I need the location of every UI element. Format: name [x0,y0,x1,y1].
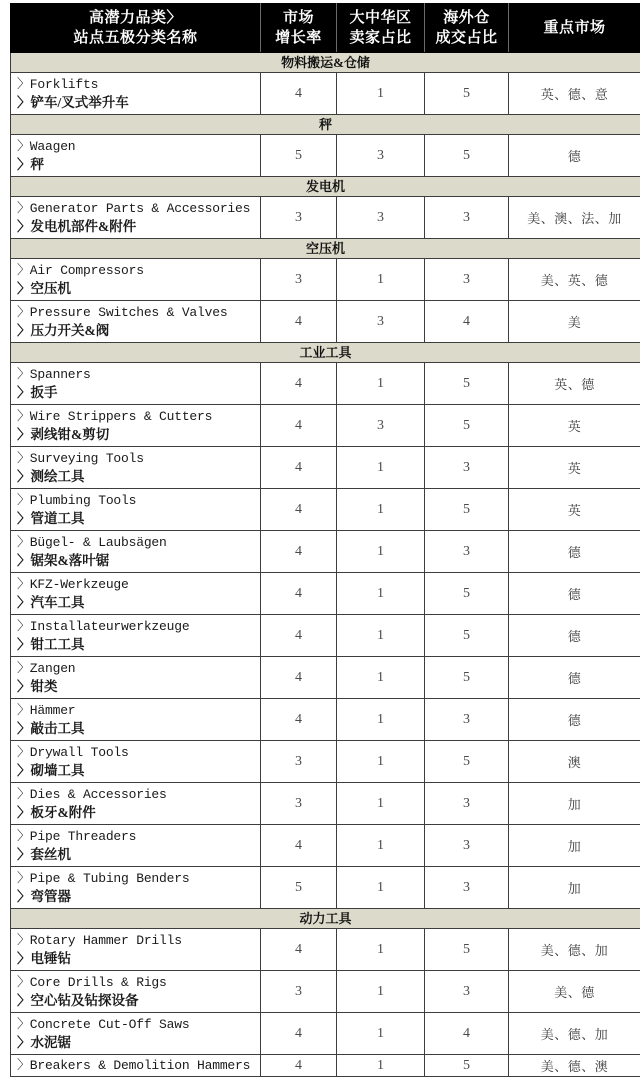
cell-growth-rate[interactable]: 4 [261,1013,337,1055]
column-header-seller-share-line2: 卖家占比 [339,28,422,48]
cell-key-markets[interactable]: 美、德 [509,971,640,1013]
category-potential-table [10,3,640,1077]
header-row [11,4,640,53]
cell-overseas-warehouse-share[interactable]: 3 [425,259,509,301]
category-name-en: 〉Dies & Accessories [17,786,260,804]
table-row[interactable] [11,301,640,343]
cell-growth-rate[interactable]: 5 [261,135,337,177]
cell-key-markets[interactable]: 加 [509,825,640,867]
category-name-en: 〉Bügel- & Laubsägen [17,534,260,552]
cell-key-markets[interactable]: 加 [509,867,640,909]
category-name-cn: 〉秤 [17,156,260,174]
category-name-en: 〉Concrete Cut-Off Saws [17,1016,260,1034]
column-header-overseas-share [425,4,509,53]
cell-overseas-warehouse-share[interactable]: 5 [425,135,509,177]
table-row[interactable] [11,929,640,971]
section-title: 发电机 [11,177,640,197]
cell-key-markets[interactable]: 德 [509,699,640,741]
section-header-row [11,53,640,73]
cell-overseas-warehouse-share[interactable]: 5 [425,741,509,783]
cell-category-name[interactable] [11,405,261,447]
column-header-seller-share-line1: 大中华区 [339,8,422,28]
cell-category-name[interactable] [11,1013,261,1055]
cell-overseas-warehouse-share[interactable]: 3 [425,867,509,909]
cell-growth-rate[interactable]: 4 [261,573,337,615]
cell-greater-china-seller-share[interactable]: 1 [337,741,425,783]
table-row[interactable] [11,73,640,115]
category-name-en: 〉Plumbing Tools [17,492,260,510]
cell-category-name[interactable] [11,929,261,971]
cell-growth-rate[interactable]: 4 [261,657,337,699]
table-row[interactable] [11,1055,640,1077]
cell-key-markets[interactable]: 美 [509,301,640,343]
cell-overseas-warehouse-share[interactable]: 5 [425,489,509,531]
cell-category-name[interactable] [11,135,261,177]
category-name-cn: 〉压力开关&阀 [17,322,260,340]
cell-key-markets[interactable]: 英、德、意 [509,73,640,115]
cell-key-markets[interactable]: 美、德、加 [509,929,640,971]
cell-key-markets[interactable]: 德 [509,573,640,615]
cell-key-markets[interactable]: 澳 [509,741,640,783]
category-name-cn: 〉砌墙工具 [17,762,260,780]
category-name-cn: 〉汽车工具 [17,594,260,612]
cell-overseas-warehouse-share[interactable]: 4 [425,301,509,343]
cell-overseas-warehouse-share[interactable]: 5 [425,73,509,115]
cell-growth-rate[interactable]: 4 [261,301,337,343]
category-name-en: 〉KFZ-Werkzeuge [17,576,260,594]
cell-greater-china-seller-share[interactable]: 1 [337,73,425,115]
cell-category-name[interactable] [11,657,261,699]
cell-growth-rate[interactable]: 3 [261,259,337,301]
cell-overseas-warehouse-share[interactable]: 3 [425,699,509,741]
table-row[interactable] [11,405,640,447]
table-row[interactable] [11,867,640,909]
column-header-growth [261,4,337,53]
category-name-en: 〉Pipe Threaders [17,828,260,846]
cell-greater-china-seller-share[interactable]: 1 [337,615,425,657]
category-name-cn: 〉电锤钻 [17,950,260,968]
table-body [11,53,640,1077]
cell-growth-rate[interactable]: 4 [261,531,337,573]
category-name-cn: 〉弯管器 [17,888,260,906]
cell-category-name[interactable] [11,783,261,825]
section-header-row [11,115,640,135]
table-row[interactable] [11,447,640,489]
cell-category-name[interactable] [11,531,261,573]
table-row[interactable] [11,971,640,1013]
cell-key-markets[interactable]: 德 [509,657,640,699]
cell-growth-rate[interactable]: 3 [261,741,337,783]
category-name-en: 〉Surveying Tools [17,450,260,468]
category-name-cn: 〉钳工工具 [17,636,260,654]
cell-greater-china-seller-share[interactable]: 1 [337,1055,425,1077]
cell-overseas-warehouse-share[interactable]: 5 [425,405,509,447]
cell-growth-rate[interactable]: 4 [261,699,337,741]
category-name-cn: 〉钳类 [17,678,260,696]
cell-growth-rate[interactable]: 5 [261,867,337,909]
cell-category-name[interactable] [11,741,261,783]
cell-greater-china-seller-share[interactable]: 3 [337,135,425,177]
table-row[interactable] [11,783,640,825]
table-row[interactable] [11,615,640,657]
cell-key-markets[interactable]: 德 [509,135,640,177]
table-row[interactable] [11,1013,640,1055]
cell-growth-rate[interactable]: 4 [261,615,337,657]
table-row[interactable] [11,573,640,615]
category-name-en: 〉Hämmer [17,702,260,720]
cell-category-name[interactable] [11,615,261,657]
cell-overseas-warehouse-share[interactable]: 5 [425,615,509,657]
column-header-category [11,4,261,53]
cell-greater-china-seller-share[interactable]: 1 [337,489,425,531]
cell-category-name[interactable] [11,489,261,531]
category-name-cn: 〉敲击工具 [17,720,260,738]
section-header-row [11,909,640,929]
column-header-category-line1: 高潜力品类〉 [13,8,258,28]
cell-key-markets[interactable]: 德 [509,615,640,657]
cell-key-markets[interactable]: 德 [509,531,640,573]
cell-overseas-warehouse-share[interactable]: 5 [425,929,509,971]
cell-overseas-warehouse-share[interactable]: 5 [425,657,509,699]
category-name-cn: 〉套丝机 [17,846,260,864]
category-name-en: 〉Waagen [17,138,260,156]
category-name-en: 〉Pipe & Tubing Benders [17,870,260,888]
cell-overseas-warehouse-share[interactable]: 5 [425,363,509,405]
cell-greater-china-seller-share[interactable]: 1 [337,657,425,699]
column-header-key-markets-line1: 重点市场 [511,18,638,38]
column-header-overseas-share-line2: 成交占比 [427,28,506,48]
cell-growth-rate[interactable]: 4 [261,929,337,971]
category-name-en: 〉Zangen [17,660,260,678]
cell-greater-china-seller-share[interactable]: 3 [337,197,425,239]
category-name-cn: 〉测绘工具 [17,468,260,486]
cell-growth-rate[interactable]: 4 [261,405,337,447]
column-header-growth-line1: 市场 [263,8,334,28]
cell-overseas-warehouse-share[interactable]: 5 [425,1055,509,1077]
section-header-row [11,177,640,197]
cell-growth-rate[interactable]: 4 [261,1055,337,1077]
cell-overseas-warehouse-share[interactable]: 3 [425,531,509,573]
cell-greater-china-seller-share[interactable]: 1 [337,971,425,1013]
column-header-overseas-share-line1: 海外仓 [427,8,506,28]
cell-overseas-warehouse-share[interactable]: 3 [425,197,509,239]
cell-category-name[interactable] [11,259,261,301]
cell-category-name[interactable] [11,447,261,489]
cell-growth-rate[interactable]: 3 [261,971,337,1013]
cell-key-markets[interactable]: 英、德 [509,363,640,405]
cell-key-markets[interactable]: 美、澳、法、加 [509,197,640,239]
cell-category-name[interactable] [11,573,261,615]
table-header [11,4,640,53]
cell-greater-china-seller-share[interactable]: 3 [337,405,425,447]
cell-category-name[interactable] [11,825,261,867]
cell-greater-china-seller-share[interactable]: 1 [337,1013,425,1055]
cell-overseas-warehouse-share[interactable]: 5 [425,573,509,615]
cell-overseas-warehouse-share[interactable]: 4 [425,1013,509,1055]
category-name-en: 〉Wire Strippers & Cutters [17,408,260,426]
category-name-en: 〉Forklifts [17,76,260,94]
cell-key-markets[interactable]: 英 [509,405,640,447]
section-title: 空压机 [11,239,640,259]
cell-growth-rate[interactable]: 3 [261,197,337,239]
cell-overseas-warehouse-share[interactable]: 3 [425,783,509,825]
cell-category-name[interactable] [11,363,261,405]
table-row[interactable] [11,531,640,573]
section-title: 物料搬运&仓储 [11,53,640,73]
table-row[interactable] [11,825,640,867]
column-header-growth-line2: 增长率 [263,28,334,48]
cell-greater-china-seller-share[interactable]: 1 [337,531,425,573]
cell-category-name[interactable] [11,699,261,741]
cell-category-name[interactable] [11,197,261,239]
section-title: 秤 [11,115,640,135]
cell-category-name[interactable] [11,971,261,1013]
category-name-en: 〉Drywall Tools [17,744,260,762]
cell-key-markets[interactable]: 加 [509,783,640,825]
category-name-cn: 〉锯架&落叶锯 [17,552,260,570]
section-title: 工业工具 [11,343,640,363]
category-name-en: 〉Installateurwerkzeuge [17,618,260,636]
cell-greater-china-seller-share[interactable]: 1 [337,783,425,825]
category-name-en: 〉Rotary Hammer Drills [17,932,260,950]
category-name-en: 〉Air Compressors [17,262,260,280]
category-name-en: 〉Pressure Switches & Valves [17,304,260,322]
cell-overseas-warehouse-share[interactable]: 3 [425,825,509,867]
category-name-cn: 〉剥线钳&剪切 [17,426,260,444]
category-name-cn: 〉管道工具 [17,510,260,528]
cell-category-name[interactable] [11,1055,261,1077]
cell-category-name[interactable] [11,301,261,343]
cell-greater-china-seller-share[interactable]: 1 [337,929,425,971]
cell-category-name[interactable] [11,867,261,909]
cell-greater-china-seller-share[interactable]: 3 [337,301,425,343]
cell-greater-china-seller-share[interactable]: 1 [337,867,425,909]
cell-greater-china-seller-share[interactable]: 1 [337,363,425,405]
cell-greater-china-seller-share[interactable]: 1 [337,825,425,867]
cell-greater-china-seller-share[interactable]: 1 [337,259,425,301]
cell-key-markets[interactable]: 英 [509,489,640,531]
cell-growth-rate[interactable]: 4 [261,363,337,405]
cell-growth-rate[interactable]: 4 [261,73,337,115]
category-name-cn: 〉水泥锯 [17,1034,260,1052]
cell-growth-rate[interactable]: 4 [261,447,337,489]
section-header-row [11,343,640,363]
table-row[interactable] [11,135,640,177]
category-name-en: 〉Breakers & Demolition Hammers [17,1057,260,1075]
table-row[interactable] [11,489,640,531]
table-row[interactable] [11,363,640,405]
category-name-cn: 〉扳手 [17,384,260,402]
cell-overseas-warehouse-share[interactable]: 3 [425,971,509,1013]
cell-overseas-warehouse-share[interactable]: 3 [425,447,509,489]
category-name-cn: 〉铲车/叉式举升车 [17,94,260,112]
cell-key-markets[interactable]: 美、德、澳 [509,1055,640,1077]
table-row[interactable] [11,259,640,301]
category-name-cn: 〉发电机部件&附件 [17,218,260,236]
category-name-cn: 〉板牙&附件 [17,804,260,822]
table-row[interactable] [11,657,640,699]
cell-greater-china-seller-share[interactable]: 1 [337,699,425,741]
category-name-cn: 〉空心钻及钻探设备 [17,992,260,1010]
section-title: 动力工具 [11,909,640,929]
cell-greater-china-seller-share[interactable]: 1 [337,447,425,489]
cell-key-markets[interactable]: 美、英、德 [509,259,640,301]
section-header-row [11,239,640,259]
cell-key-markets[interactable]: 美、德、加 [509,1013,640,1055]
cell-category-name[interactable] [11,73,261,115]
category-name-en: 〉Core Drills & Rigs [17,974,260,992]
category-name-en: 〉Spanners [17,366,260,384]
column-header-seller-share [337,4,425,53]
cell-growth-rate[interactable]: 4 [261,489,337,531]
table-row[interactable] [11,197,640,239]
category-name-en: 〉Generator Parts & Accessories [17,200,260,218]
cell-growth-rate[interactable]: 3 [261,783,337,825]
column-header-key-markets [509,4,640,53]
category-name-cn: 〉空压机 [17,280,260,298]
cell-growth-rate[interactable]: 4 [261,825,337,867]
cell-key-markets[interactable]: 英 [509,447,640,489]
table-row[interactable] [11,699,640,741]
cell-greater-china-seller-share[interactable]: 1 [337,573,425,615]
table-row[interactable] [11,741,640,783]
column-header-category-line2: 站点五极分类名称 [13,28,258,48]
